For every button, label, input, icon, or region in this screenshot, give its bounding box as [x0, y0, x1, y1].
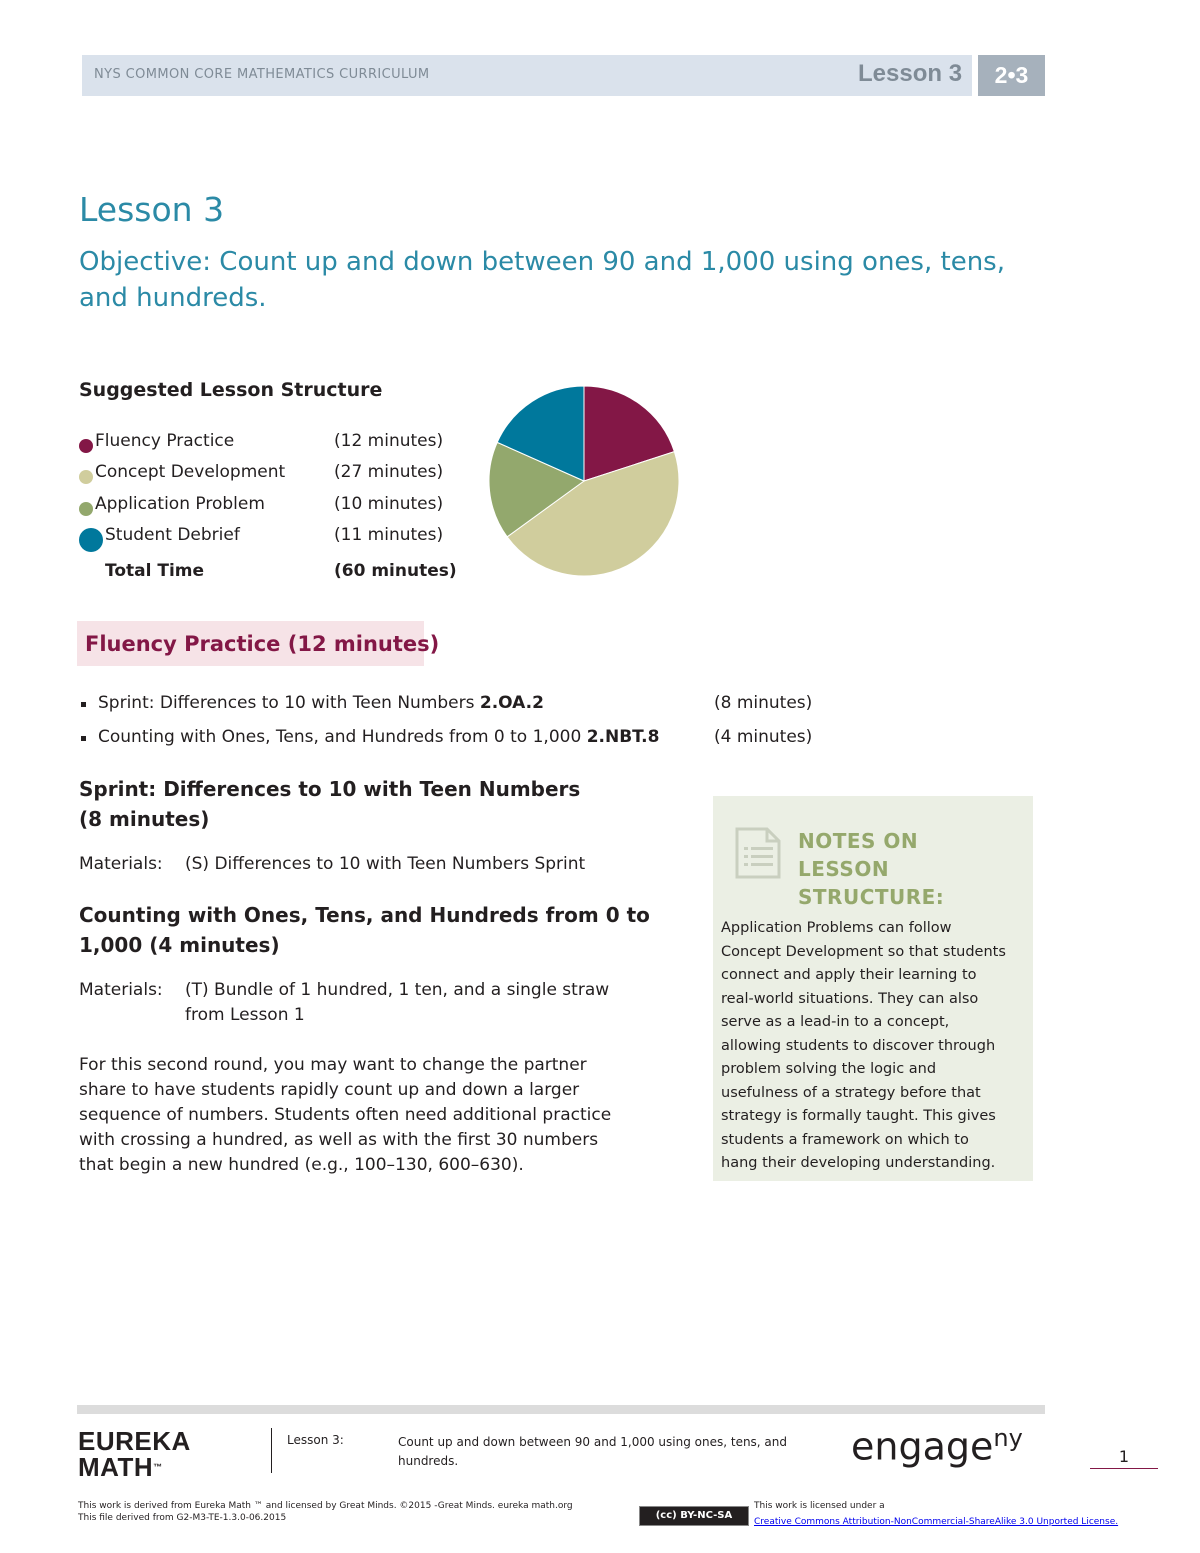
sprint-heading	[79, 774, 580, 834]
fluency-item	[98, 727, 659, 747]
logo-line: MATH	[78, 1452, 154, 1482]
cc-license-badge[interactable]: (cc) BY-NC-SA	[639, 1506, 749, 1526]
notes-line: hang their developing understanding.	[721, 1155, 996, 1171]
notes-title-line: NOTES ON	[798, 829, 919, 853]
application-color-dot	[79, 502, 93, 516]
structure-row-time: (10 minutes)	[334, 494, 444, 514]
license-line: This work is licensed under a	[754, 1501, 885, 1511]
eureka-math-logo	[78, 1428, 191, 1480]
logo-tm: ™	[153, 1462, 163, 1472]
notes-line: connect and apply their learning to	[721, 967, 977, 983]
fluency-item-time: (4 minutes)	[714, 727, 813, 747]
notes-line: allowing students to discover through	[721, 1037, 996, 1054]
fluency-heading: Fluency Practice (12 minutes)	[85, 632, 440, 656]
notes-title-line: STRUCTURE:	[798, 885, 945, 909]
counting-materials-line: from Lesson 1	[185, 1005, 305, 1025]
notes-line: usefulness of a strategy before that	[721, 1084, 981, 1101]
sprint-materials: (S) Differences to 10 with Teen Numbers Sprint	[185, 854, 586, 874]
engageny-logo	[851, 1424, 1023, 1469]
structure-row-label: Student Debrief	[105, 525, 240, 545]
footer-divider	[271, 1428, 272, 1473]
notes-line: real-world situations. They can also	[721, 990, 979, 1007]
paragraph-line: with crossing a hundred, as well as with the first 30 numbers	[79, 1130, 599, 1150]
debrief-color-dot	[79, 528, 103, 552]
structure-row-time: (11 minutes)	[334, 525, 444, 545]
credit-line: This work is derived from Eureka Math ™ and licensed by Great Minds. ©2015 -Great Minds. eureka math.org	[78, 1501, 573, 1511]
fluency-item-standard: 2.OA.2	[479, 693, 544, 713]
structure-row-time: (12 minutes)	[334, 431, 444, 451]
fluency-item	[98, 693, 544, 713]
page-number: 1	[1118, 1447, 1130, 1466]
fluency-item-standard: 2.NBT.8	[586, 727, 660, 747]
paragraph-line: sequence of numbers. Students often need additional practice	[79, 1105, 612, 1125]
notes-line: Application Problems can follow	[721, 920, 952, 936]
total-time-label: Total Time	[105, 561, 205, 581]
bullet-marker	[81, 736, 86, 741]
fluency-item-time: (8 minutes)	[714, 693, 813, 713]
notes-line: Concept Development so that students	[721, 943, 1006, 960]
counting-materials-line: (T) Bundle of 1 hundred, 1 ten, and a single straw	[185, 980, 610, 1000]
footer-lesson-label: Lesson 3:	[287, 1433, 344, 1447]
fluency-item-text: Sprint: Differences to 10 with Teen Numbers	[98, 693, 480, 713]
sprint-materials-label: Materials:	[79, 854, 163, 874]
notes-line: students a framework on which to	[721, 1131, 969, 1148]
engage-sup: ny	[993, 1424, 1023, 1452]
lesson-structure-pie-chart	[486, 383, 682, 579]
structure-row-label: Application Problem	[95, 494, 265, 514]
header-lesson: Lesson 3	[858, 60, 963, 87]
notes-body	[721, 917, 1021, 1176]
curriculum-title: NYS COMMON CORE MATHEMATICS CURRICULUM	[94, 67, 430, 82]
engage-text: engage	[851, 1424, 994, 1469]
notes-title	[798, 827, 944, 911]
counting-heading-line: 1,000 (4 minutes)	[79, 933, 280, 957]
paragraph-line: For this second round, you may want to change the partner	[79, 1055, 587, 1075]
sprint-heading-line: Sprint: Differences to 10 with Teen Numbers	[79, 777, 581, 801]
counting-materials	[185, 978, 609, 1028]
fluency-color-dot	[79, 439, 93, 453]
structure-row-label: Fluency Practice	[95, 431, 235, 451]
structure-heading: Suggested Lesson Structure	[79, 379, 383, 401]
license-text	[754, 1500, 1118, 1528]
paragraph-line: that begin a new hundred (e.g., 100–130, 600–630).	[79, 1155, 524, 1175]
notes-line: problem solving the logic and	[721, 1061, 937, 1077]
counting-materials-label: Materials:	[79, 980, 163, 1000]
counting-paragraph	[79, 1053, 679, 1178]
logo-line: EUREKA	[78, 1426, 191, 1456]
paragraph-line: share to have students rapidly count up and down a larger	[79, 1080, 580, 1100]
counting-heading	[79, 900, 650, 960]
counting-heading-line: Counting with Ones, Tens, and Hundreds from 0 to	[79, 903, 650, 927]
page-number-rule	[1090, 1468, 1158, 1469]
fluency-item-text: Counting with Ones, Tens, and Hundreds from 0 to 1,000	[98, 727, 587, 747]
concept-color-dot	[79, 470, 93, 484]
license-link[interactable]: Creative Commons Attribution-NonCommercial-ShareAlike 3.0 Unported License.	[754, 1517, 1119, 1527]
bullet-marker	[81, 702, 86, 707]
notes-title-line: LESSON	[798, 857, 890, 881]
footer-description: Count up and down between 90 and 1,000 using ones, tens, and hundreds.	[398, 1435, 788, 1468]
lesson-objective: Objective: Count up and down between 90 and 1,000 using ones, tens, and hundreds.	[79, 247, 1005, 313]
footer-rule	[77, 1405, 1045, 1414]
document-icon	[735, 827, 781, 879]
notes-line: strategy is formally taught. This gives	[721, 1108, 996, 1124]
notes-line: serve as a lead-in to a concept,	[721, 1014, 950, 1030]
footer-credits	[78, 1500, 573, 1524]
lesson-title: Lesson 3	[79, 190, 225, 229]
header-code: 2•3	[994, 62, 1029, 88]
structure-row-time: (27 minutes)	[334, 462, 444, 482]
sprint-heading-line: (8 minutes)	[79, 807, 210, 831]
credit-line: This file derived from G2-M3-TE-1.3.0-06.2015	[78, 1513, 287, 1523]
structure-row-label: Concept Development	[95, 462, 286, 482]
total-time-value: (60 minutes)	[334, 561, 457, 581]
